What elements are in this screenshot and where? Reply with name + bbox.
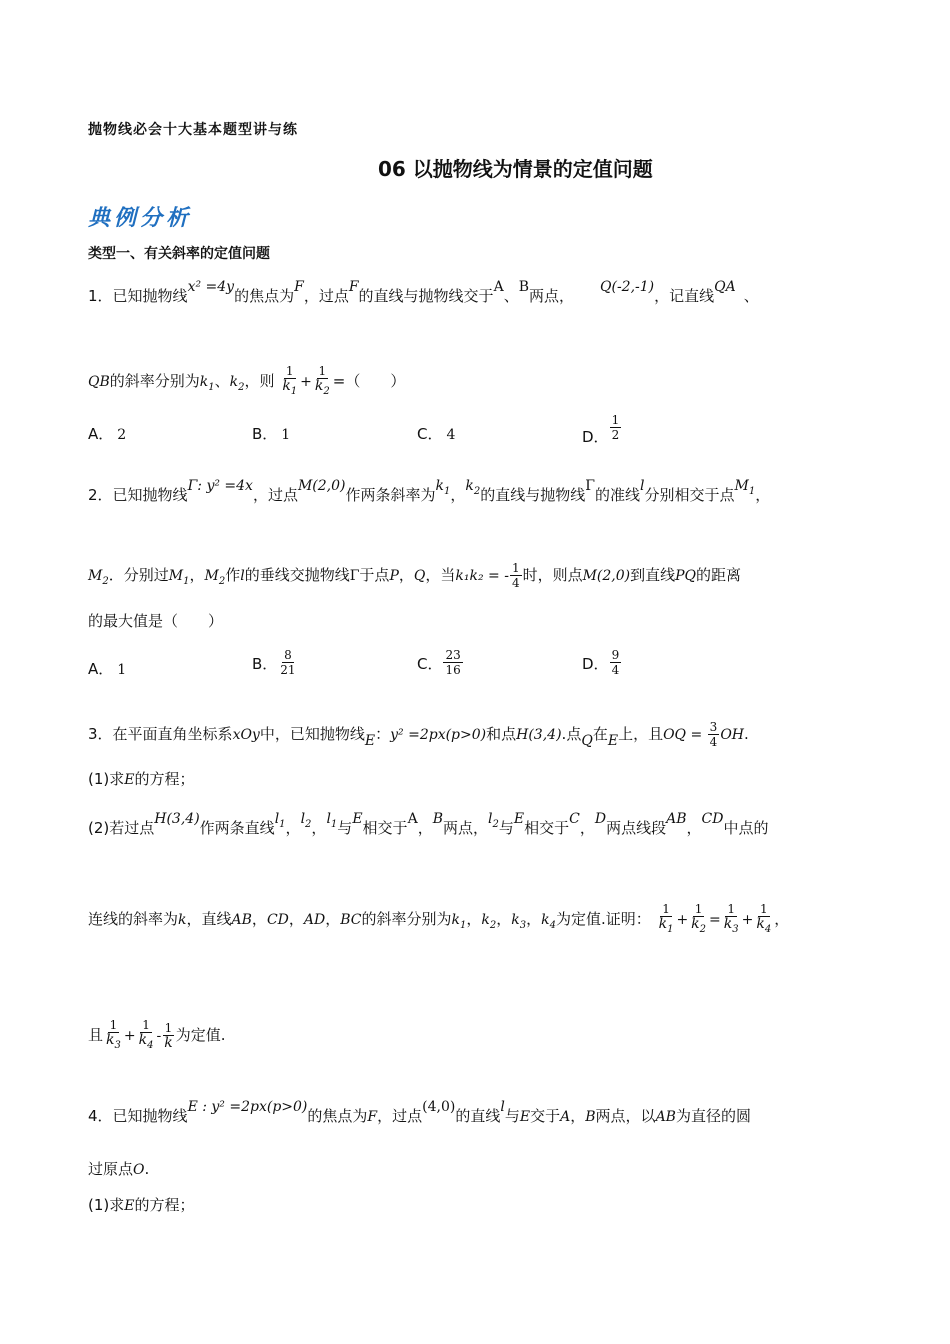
q3-vector-oh: OH: [720, 727, 744, 743]
q1-option-a-label: A．: [88, 425, 114, 443]
q2-text: 已知抛物线: [112, 486, 188, 504]
q2-text: 分别相交于点: [644, 486, 735, 504]
q1-equation: x² =4y: [187, 279, 235, 295]
q3-vector-oq: OQ =: [663, 727, 707, 743]
q2-option-a-label: A．: [88, 660, 114, 678]
q3-frac-k1: $\frac{1}{k_1}$: [658, 902, 674, 935]
q3-part-1: [88, 768, 195, 791]
q2-line-3: [88, 610, 223, 632]
q3-text: .: [744, 725, 749, 743]
q2-option-b-label: B．: [252, 655, 278, 673]
q4-text: 的焦点为: [307, 1107, 368, 1125]
q2-directrix: l: [240, 568, 245, 584]
q2-equation: Γ: y² =4x: [187, 478, 253, 494]
q2-option-b-fraction: $\frac{8}{21}$: [280, 648, 296, 677]
q3-text: 若过点: [109, 819, 155, 837]
q1-text: ，过点: [303, 287, 349, 305]
q2-gamma: Γ: [349, 568, 360, 584]
q4-text: 与: [504, 1107, 520, 1125]
q1-fraction-2: $\frac{1}{k_2}$: [314, 364, 330, 397]
q2-directrix: l: [640, 478, 645, 494]
q3-text: 相交于: [362, 819, 408, 837]
q3-text: 求: [109, 770, 125, 788]
q1-k1: k: [199, 374, 209, 390]
q1-line-1: [88, 279, 759, 308]
q1-text: 、: [743, 287, 759, 305]
q3-text: 在平面直角坐标系: [112, 725, 233, 743]
q4-part1-label: (1): [88, 1196, 110, 1214]
q3-text: 两点，: [443, 819, 489, 837]
q1-point-q: Q(-2,-1): [600, 279, 655, 295]
q4-text: 已知抛物线: [112, 1107, 188, 1125]
q3-line-cd: CD: [266, 912, 289, 928]
q1-option-d-fraction: $\frac{1}{2}$: [611, 413, 620, 442]
q4-text: 求: [109, 1196, 125, 1214]
q2-text: 作两条斜率为: [345, 486, 436, 504]
q3-text: 且: [88, 1026, 104, 1044]
q3-part1-label: (1): [88, 770, 110, 788]
q2-point-p: P: [389, 568, 399, 584]
q3-text: 连线的斜率为: [88, 910, 179, 928]
q1-fraction-1: $\frac{1}{k_1}$: [282, 364, 298, 397]
q2-option-d-label: D．: [582, 655, 609, 673]
q3-line-ab: AB: [231, 912, 252, 928]
q1-line-2: QB的斜率分别为$k_1$、$k_2$，则 $\frac{1}{k_1}$ + $\frac{1}{k_2}$ =（ ）: [88, 364, 406, 397]
q1-text: =（ ）: [332, 372, 406, 390]
q2-text: ，当: [425, 566, 456, 584]
q3-text: 的斜率分别为: [361, 910, 452, 928]
q3-curve-e: E: [607, 733, 619, 749]
q4-text: .: [144, 1160, 150, 1178]
q3-line-1: 3．在平面直角坐标系xOy中，已知抛物线E：y² =2px(p>0)和点H(3,4).点Q在E上，且OQ = $\frac{3}{4}$ OH.: [88, 720, 749, 749]
q3-segment-cd: CD: [701, 811, 724, 827]
q3-frac2-k: $\frac{1}{k}$: [164, 1021, 173, 1051]
q3-text: 中，已知抛物线: [259, 725, 365, 743]
q1-text: 的焦点为: [234, 287, 295, 305]
q3-curve-e: E: [364, 733, 376, 749]
q4-line-2: [88, 1158, 149, 1181]
q3-part-2-line-2: 连线的斜率为k，直线AB，CD，AD，BC的斜率分别为$k_1$，$k_2$，$k_3$，$k_4$为定值.证明： $\frac{1}{k_1}$ + $\frac{1}{k_2}$ = $\frac{1}{k_3}$ + $\frac{1}{k_4}$ ，: [88, 902, 790, 935]
q3-text: 作两条直线: [199, 819, 275, 837]
q3-curve-e: E: [352, 811, 363, 827]
q3-text: 中点的: [723, 819, 769, 837]
q2-number: 2．: [88, 486, 113, 504]
q3-line-bc: BC: [340, 912, 362, 928]
q4-point: (4,0): [422, 1099, 456, 1115]
q3-text: ：: [375, 725, 391, 743]
q1-text: 、: [214, 372, 230, 390]
q2-text: 的垂线交抛物线: [244, 566, 350, 584]
q3-part-2-line-1: (2)若过点H(3,4)作两条直线$l_1$，$l_2$，$l_1$与E相交于A，B两点，$l_2$与E相交于C，D两点线段AB，CD中点的: [88, 811, 769, 837]
q3-part2-label: (2): [88, 819, 110, 837]
q1-text: ，记直线: [654, 287, 715, 305]
q1-option-d-label: D．: [582, 428, 609, 446]
q2-text: 的距离: [696, 566, 742, 584]
q1-point-b: B: [518, 279, 529, 295]
q4-equation: E : y² =2px(p>0): [187, 1099, 308, 1115]
q1-text: ，则: [244, 372, 275, 390]
q3-frac-k4: $\frac{1}{k_4}$: [756, 902, 772, 935]
q3-text: 为定值.证明：: [556, 910, 651, 928]
q1-line-qb: QB: [88, 374, 110, 390]
q3-curve-e: E: [513, 811, 525, 827]
q3-text: 上，且: [618, 725, 664, 743]
q3-text: 在: [592, 725, 608, 743]
q1-line-qa: QA: [714, 279, 736, 295]
q1-number: 1．: [88, 287, 113, 305]
q3-point-h: H(3,4): [516, 727, 562, 743]
q3-line-ad: AD: [303, 912, 326, 928]
q3-frac2-k3: $\frac{1}{k_3}$: [106, 1018, 121, 1051]
section-heading: 典例分析: [88, 206, 193, 231]
q3-frac-k3: $\frac{1}{k_3}$: [723, 902, 739, 935]
q2-gamma: Γ: [585, 478, 595, 494]
series-title: 抛物线必会十大基本题型讲与练: [88, 122, 298, 138]
q4-text: 过原点: [88, 1160, 134, 1178]
q3-part-2-line-3: 且 $\frac{1}{k_3}$ + $\frac{1}{k_4}$ - $\frac{1}{k}$ 为定值.: [88, 1018, 226, 1051]
q2-text: ．分别过: [108, 566, 169, 584]
q3-number: 3．: [88, 725, 113, 743]
q1-k2: k: [229, 374, 239, 390]
page-title: 06 以抛物线为情景的定值问题: [378, 157, 653, 181]
q4-part-1: (1)求E的方程；: [88, 1196, 195, 1214]
q3-ratio-fraction: $\frac{3}{4}$: [709, 720, 718, 749]
q2-text: 的准线: [594, 486, 640, 504]
q2-text: 的直线与抛物线: [480, 486, 586, 504]
q2-text: 的最大值是（ ）: [88, 612, 224, 630]
q4-text: ，过点: [377, 1107, 423, 1125]
q2-option-c-label: C．: [417, 655, 443, 673]
q2-text: 于点: [359, 566, 390, 584]
q3-coord: xOy: [232, 727, 260, 743]
q3-text: 为定值.: [175, 1026, 226, 1044]
q4-text: 两点，以: [595, 1107, 656, 1125]
q4-text: 交于: [530, 1107, 561, 1125]
q3-text: 的方程；: [134, 770, 195, 788]
q2-text: 作: [225, 566, 241, 584]
q4-line-1: 4．已知抛物线E : y² =2px(p>0)的焦点为F，过点(4,0)的直线l与E交于A，B两点，以AB为直径的圆: [88, 1099, 751, 1125]
q1-option-c-value: 4: [446, 427, 456, 443]
q2-point-m: M(2,0): [297, 478, 346, 494]
q3-text: 相交于: [524, 819, 570, 837]
q1-text: 、: [503, 287, 519, 305]
q1-k2-sub: 2: [238, 382, 245, 393]
q2-line-2: $M_2$．分别过$M_1$，$M_2$作l的垂线交抛物线Γ于点P，Q，当k₁k₂ = - $\frac{1}{4}$ 时，则点M(2,0)到直线PQ的距离: [88, 561, 742, 590]
q4-text: 的直线: [455, 1107, 501, 1125]
q3-curve-e: E: [124, 772, 135, 788]
q3-text: 与: [337, 819, 353, 837]
q3-text: .点: [561, 725, 582, 743]
q2-text: 时，则点: [522, 566, 583, 584]
q1-text: 的直线与抛物线交于: [358, 287, 494, 305]
q3-slope-k: k: [178, 912, 187, 928]
q3-text: 和点: [486, 725, 517, 743]
q2-point-q: Q: [413, 568, 426, 584]
q3-text: 两点线段: [606, 819, 667, 837]
q1-option-b-label: B．: [252, 425, 278, 443]
q2-line-pq: PQ: [675, 568, 697, 584]
q3-text: 与: [498, 819, 514, 837]
q3-equation: y² =2px(p>0): [390, 727, 487, 743]
q4-text: 为直径的圆: [675, 1107, 751, 1125]
q4-origin: O: [133, 1162, 145, 1178]
subsection-heading: 类型一、有关斜率的定值问题: [88, 246, 270, 262]
q1-focus: F: [348, 279, 359, 295]
q3-point-h: H(3,4): [154, 811, 200, 827]
q1-k1-sub: 1: [208, 382, 215, 393]
q3-frac2-k4: $\frac{1}{k_4}$: [138, 1018, 154, 1051]
q2-condition-fraction: $\frac{1}{4}$: [511, 561, 520, 590]
q2-text: ，过点: [252, 486, 298, 504]
q2-option-d-fraction: $\frac{9}{4}$: [611, 648, 620, 677]
q4-focus: F: [367, 1109, 378, 1125]
q2-condition: k₁k₂ = -: [455, 568, 509, 584]
q2-option-c-fraction: $\frac{23}{16}$: [445, 648, 461, 677]
q4-text: 的方程；: [134, 1196, 195, 1214]
q2-line-1: 2．已知抛物线Γ: y² =4x，过点M(2,0)作两条斜率为$k_1$，$k_2$的直线与抛物线Γ的准线l分别相交于点$M_1$，: [88, 478, 771, 504]
q4-number: 4．: [88, 1107, 113, 1125]
q2-option-a-value: 1: [117, 662, 127, 678]
q2-text: 到直线: [630, 566, 676, 584]
q1-option-a-value: 2: [117, 427, 127, 443]
q1-option-c-label: C．: [417, 425, 443, 443]
q2-point-m: M(2,0): [582, 568, 631, 584]
q1-text: 两点，: [529, 287, 575, 305]
q3-text: ，直线: [186, 910, 232, 928]
q1-point-a: A: [493, 279, 504, 295]
q3-segment-ab: AB: [666, 811, 687, 827]
q3-frac-k2: $\frac{1}{k_2}$: [691, 902, 707, 935]
q1-option-b-value: 1: [281, 427, 291, 443]
q1-text: 已知抛物线: [112, 287, 188, 305]
q1-text: 的斜率分别为: [109, 372, 200, 390]
q1-focus: F: [294, 279, 304, 295]
